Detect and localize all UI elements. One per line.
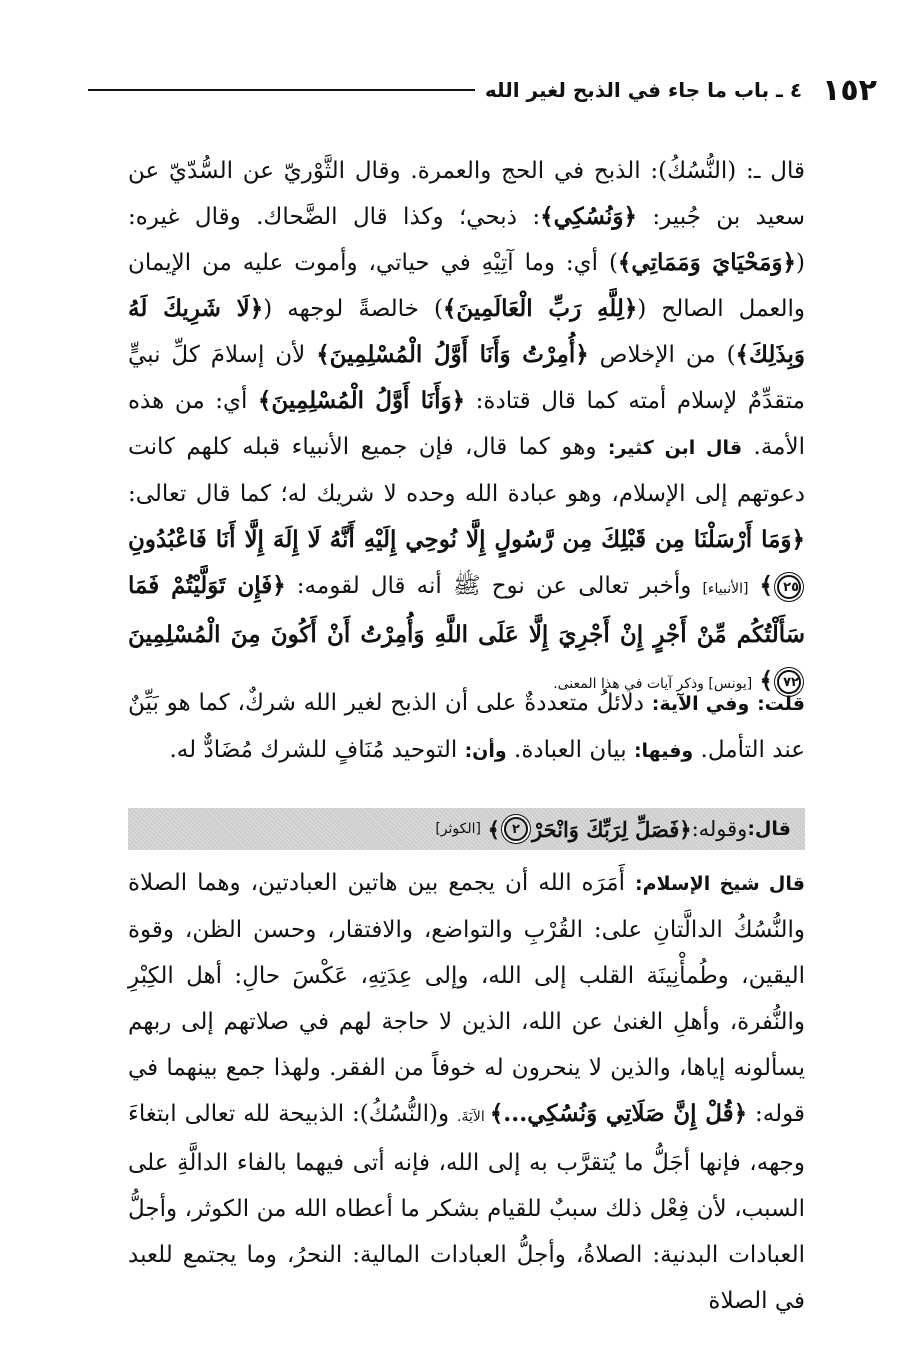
text-run: لأن إسلامَ كلِّ نبيٍّ متقدِّمٌ لإسلام أمته كما قال قتادة: xyxy=(128,342,805,414)
quran-bracket: ﴾ xyxy=(759,572,774,599)
text-run: أَمَرَه الله أن يجمع بين هاتين العبادتين، وهما الصلاة والنُّسُكُ الدالَّتانِ على: القُرْبِ والتواضع، والافتقار، وحسن الظن، وقوة اليقين، وطُمأْنِينَة القلب إلى الله، وإلى عِدَتِهِ، عَكْسَ حالِ: أهل الكِبْرِ والنُّفرة، وأهلِ الغنىٰ عن الله، الذين لا حاجة لهم في صلاتهم إلى ربهم يسألونه إياها، والذين لا ينحرون له خوفاً من الفقر. ولهذا جمع بينهما في قوله: xyxy=(128,870,806,1127)
quran-verse: ﴿وَمَحْيَايَ وَمَمَاتِي﴾ xyxy=(617,249,796,276)
quran-verse: ﴿فَصَلِّ لِرَبِّكَ وَانْحَرْ xyxy=(531,816,692,842)
quran-verse: ﴿قُلْ إِنَّ صَلَاتِي وَنُسُكِي...﴾ xyxy=(489,1100,748,1127)
author-note-paragraph xyxy=(128,680,805,774)
quran-verse: ﴿وَنُسُكِي﴾ xyxy=(540,203,637,230)
surah-reference: [يونس] xyxy=(708,676,753,692)
quran-verse: ﴿وَمَا أَرْسَلْنَا مِن قَبْلِكَ مِن رَّسُولٍ إِلَّا نُوحِي إِلَيْهِ أَنَّهُ لَا إِلَهَ إِلَّا أَنَا فَاعْبُدُونِ xyxy=(128,526,805,553)
page-number: ١٥٢ xyxy=(822,72,877,108)
verse-reference: الآيَةَ. xyxy=(457,1109,490,1125)
quran-verse: ﴿لَا شَرِيكَ لَهُ وَبِذَلِكَ﴾ xyxy=(128,295,805,368)
ayah-number-marker: ٧٢ xyxy=(777,670,801,694)
ayah-number-marker: ٢ xyxy=(504,817,528,841)
paragraph-text xyxy=(128,148,805,707)
text-run: وأخبر تعالى عن نوح ﷺ أنه قال لقومه: xyxy=(285,573,703,599)
surah-reference: [الأنبياء] xyxy=(702,581,749,597)
quran-verse: ﴿وَأَنَا أَوَّلُ الْمُسْلِمِينَ﴾ xyxy=(257,387,466,414)
text-run: التوحيد مُنَافٍ للشرك مُضَادٌّ له. xyxy=(169,737,465,763)
bold-keyword: قال شيخ الإسلام: xyxy=(634,873,805,895)
chapter-title: ٤ ـ باب ما جاء في الذبح لغير الله xyxy=(484,78,803,102)
bold-keyword: وفي الآية: xyxy=(651,693,750,715)
text-run: و(النُّسُكُ): الذبيحة لله تعالى ابتغاءَ وجهه، فإنها أجَلُّ ما يُتقرَّب به إلى الله، فإنه أتى فيهما بالفاء الدالَّةِ على السبب، لأن فِعْل ذلك سببٌ للقيام بشكر ما أعطاه الله من الكوثر، وأجلُّ العبادات البدنية: الصلاةُ، وأجلُّ العبادات المالية: النحرُ، وما يجتمع للعبد في الصلاة xyxy=(128,1101,805,1314)
section-heading xyxy=(128,808,805,850)
text-run: قال ـ: (النُّسُكُ): الذبح في الحج والعمرة. وقال الثَّوْريّ عن السُّدّيّ عن سعيد بن جُبير: xyxy=(128,158,805,230)
quran-verse: ﴿لِلَّهِ رَبِّ الْعَالَمِينَ﴾ xyxy=(442,295,638,322)
bold-keyword: وفيها: xyxy=(633,740,694,762)
ayah-number-marker: ٢٥ xyxy=(777,575,801,599)
page-header xyxy=(88,70,877,110)
bold-keyword: قال ابن كثير: xyxy=(607,437,743,459)
quran-bracket: ﴾ xyxy=(487,816,500,842)
quran-bracket: ﴾ xyxy=(759,667,773,694)
text-run: ) خالصةً لوجهه ( xyxy=(263,296,443,322)
text-run: ) أي: وما آتِيْهِ في حياتي، وأموت عليه من الإيمان والعمل الصالح ( xyxy=(128,250,806,322)
paragraph-text xyxy=(128,860,805,1324)
text-run: دلائلُ متعددةٌ على أن الذبح لغير الله شركٌ، كما هو بَيِّنٌ عند التأمل. xyxy=(128,690,805,763)
paragraph-text xyxy=(128,680,805,774)
text-run: ) من الإخلاص xyxy=(588,342,736,368)
bold-keyword: قلت: xyxy=(757,693,805,715)
text-run: وقوله: xyxy=(691,817,748,841)
text-run: : ذبحي؛ وكذا قال الضَّحاك. وقال غيره: ( xyxy=(128,204,805,276)
quran-verse: ﴿أُمِرْتُ وَأَنَا أَوَّلُ الْمُسْلِمِينَ﴾ xyxy=(316,341,589,368)
header-rule xyxy=(88,89,475,91)
bold-keyword: قال: xyxy=(747,818,791,840)
surah-reference: [الكوثر] xyxy=(435,821,481,837)
text-run: أي: من هذه الأمة. xyxy=(128,388,806,460)
text-run: بيان العبادة. xyxy=(506,737,634,763)
quran-verse: ﴿فَإِن تَوَلَّيْتُمْ فَمَا سَأَلْتُكُم مِّنْ أَجْرٍ إِنْ أَجْرِيَ إِلَّا عَلَى اللَّهِ وَأُمِرْتُ أَنْ أَكُونَ مِنَ الْمُسْلِمِينَ xyxy=(128,572,805,648)
text-run: وهو كما قال، فإن جميع الأنبياء قبله كلهم كانت دعوتهم إلى الإسلام، وهو عبادة الله وحده لا شريك له؛ كما قال تعالى: xyxy=(128,434,805,507)
bold-keyword: وأن: xyxy=(464,740,507,762)
sheikh-commentary-paragraph xyxy=(128,860,805,1324)
text-run: وذكر آيات في هذا المعنى. xyxy=(553,676,709,692)
commentary-paragraph xyxy=(128,148,805,707)
